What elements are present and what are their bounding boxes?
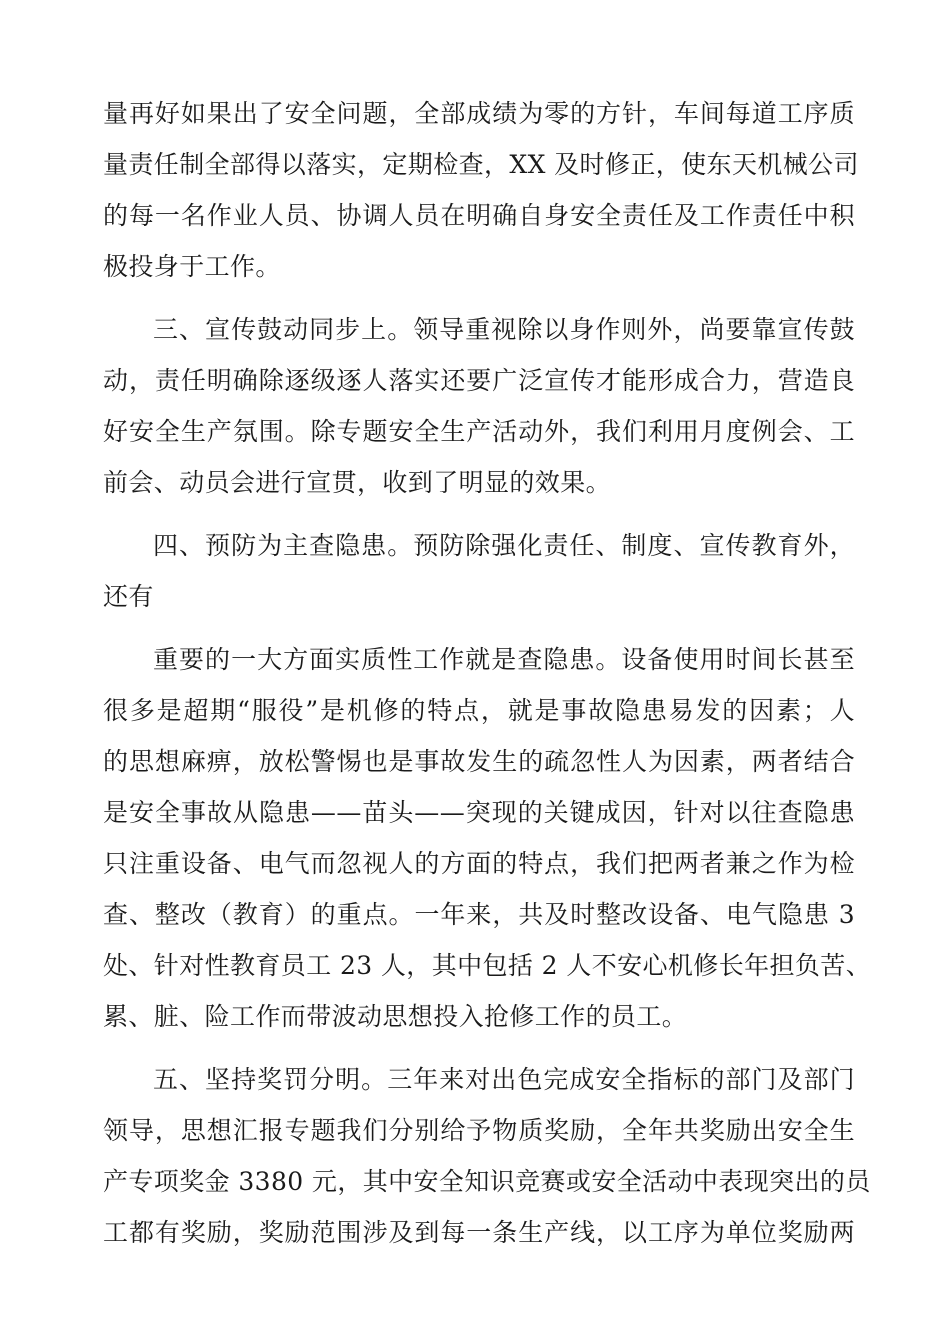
text-line: 重要的一大方面实质性工作就是查隐患。设备使用时间长甚至 bbox=[153, 645, 855, 674]
text-line: 的每一名作业人员、协调人员在明确自身安全责任及工作责任中积 bbox=[103, 201, 855, 230]
paragraph-3 bbox=[103, 526, 855, 628]
paragraph-5 bbox=[103, 1060, 871, 1264]
text-line: 四、预防为主查隐患。预防除强化责任、制度、宣传教育外， bbox=[153, 531, 855, 560]
text-line: 极投身于工作。 bbox=[103, 252, 281, 281]
text-line: 处、针对性教育员工 23 人，其中包括 2 人不安心机修长年担负苦、 bbox=[103, 951, 872, 980]
text-line: 只注重设备、电气而忽视人的方面的特点，我们把两者兼之作为检 bbox=[103, 849, 855, 878]
text-line: 很多是超期“服役”是机修的特点，就是事故隐患易发的因素；人 bbox=[103, 696, 855, 725]
text-line: 动，责任明确除逐级逐人落实还要广泛宣传才能形成合力，营造良 bbox=[103, 366, 855, 395]
text-line: 三、宣传鼓动同步上。领导重视除以身作则外，尚要靠宣传鼓 bbox=[153, 315, 855, 344]
text-line: 是安全事故从隐患——苗头——突现的关键成因，针对以往查隐患 bbox=[103, 798, 855, 827]
text-line: 累、脏、险工作而带波动思想投入抢修工作的员工。 bbox=[103, 1002, 688, 1031]
paragraph-1 bbox=[103, 94, 859, 298]
paragraph-4 bbox=[103, 640, 872, 1048]
paragraph-2 bbox=[103, 310, 855, 514]
document-body bbox=[103, 94, 872, 1264]
text-line: 查、整改（教育）的重点。一年来，共及时整改设备、电气隐患 3 bbox=[103, 900, 855, 929]
text-line: 的思想麻痹，放松警惕也是事故发生的疏忽性人为因素，两者结合 bbox=[103, 747, 855, 776]
text-line: 好安全生产氛围。除专题安全生产活动外，我们利用月度例会、工 bbox=[103, 417, 855, 446]
text-line: 产专项奖金 3380 元，其中安全知识竞赛或安全活动中表现突出的员 bbox=[103, 1167, 871, 1196]
text-line: 还有 bbox=[103, 582, 154, 611]
text-line: 量再好如果出了安全问题，全部成绩为零的方针，车间每道工序质 bbox=[103, 99, 855, 128]
text-line: 五、坚持奖罚分明。三年来对出色完成安全指标的部门及部门 bbox=[153, 1065, 855, 1094]
text-line: 量责任制全部得以落实，定期检查，XX 及时修正，使东天机械公司 bbox=[103, 150, 859, 179]
text-line: 领导，思想汇报专题我们分别给予物质奖励，全年共奖励出安全生 bbox=[103, 1116, 855, 1145]
text-line: 前会、动员会进行宣贯，收到了明显的效果。 bbox=[103, 468, 612, 497]
text-line: 工都有奖励，奖励范围涉及到每一条生产线，以工序为单位奖励两 bbox=[103, 1218, 855, 1247]
